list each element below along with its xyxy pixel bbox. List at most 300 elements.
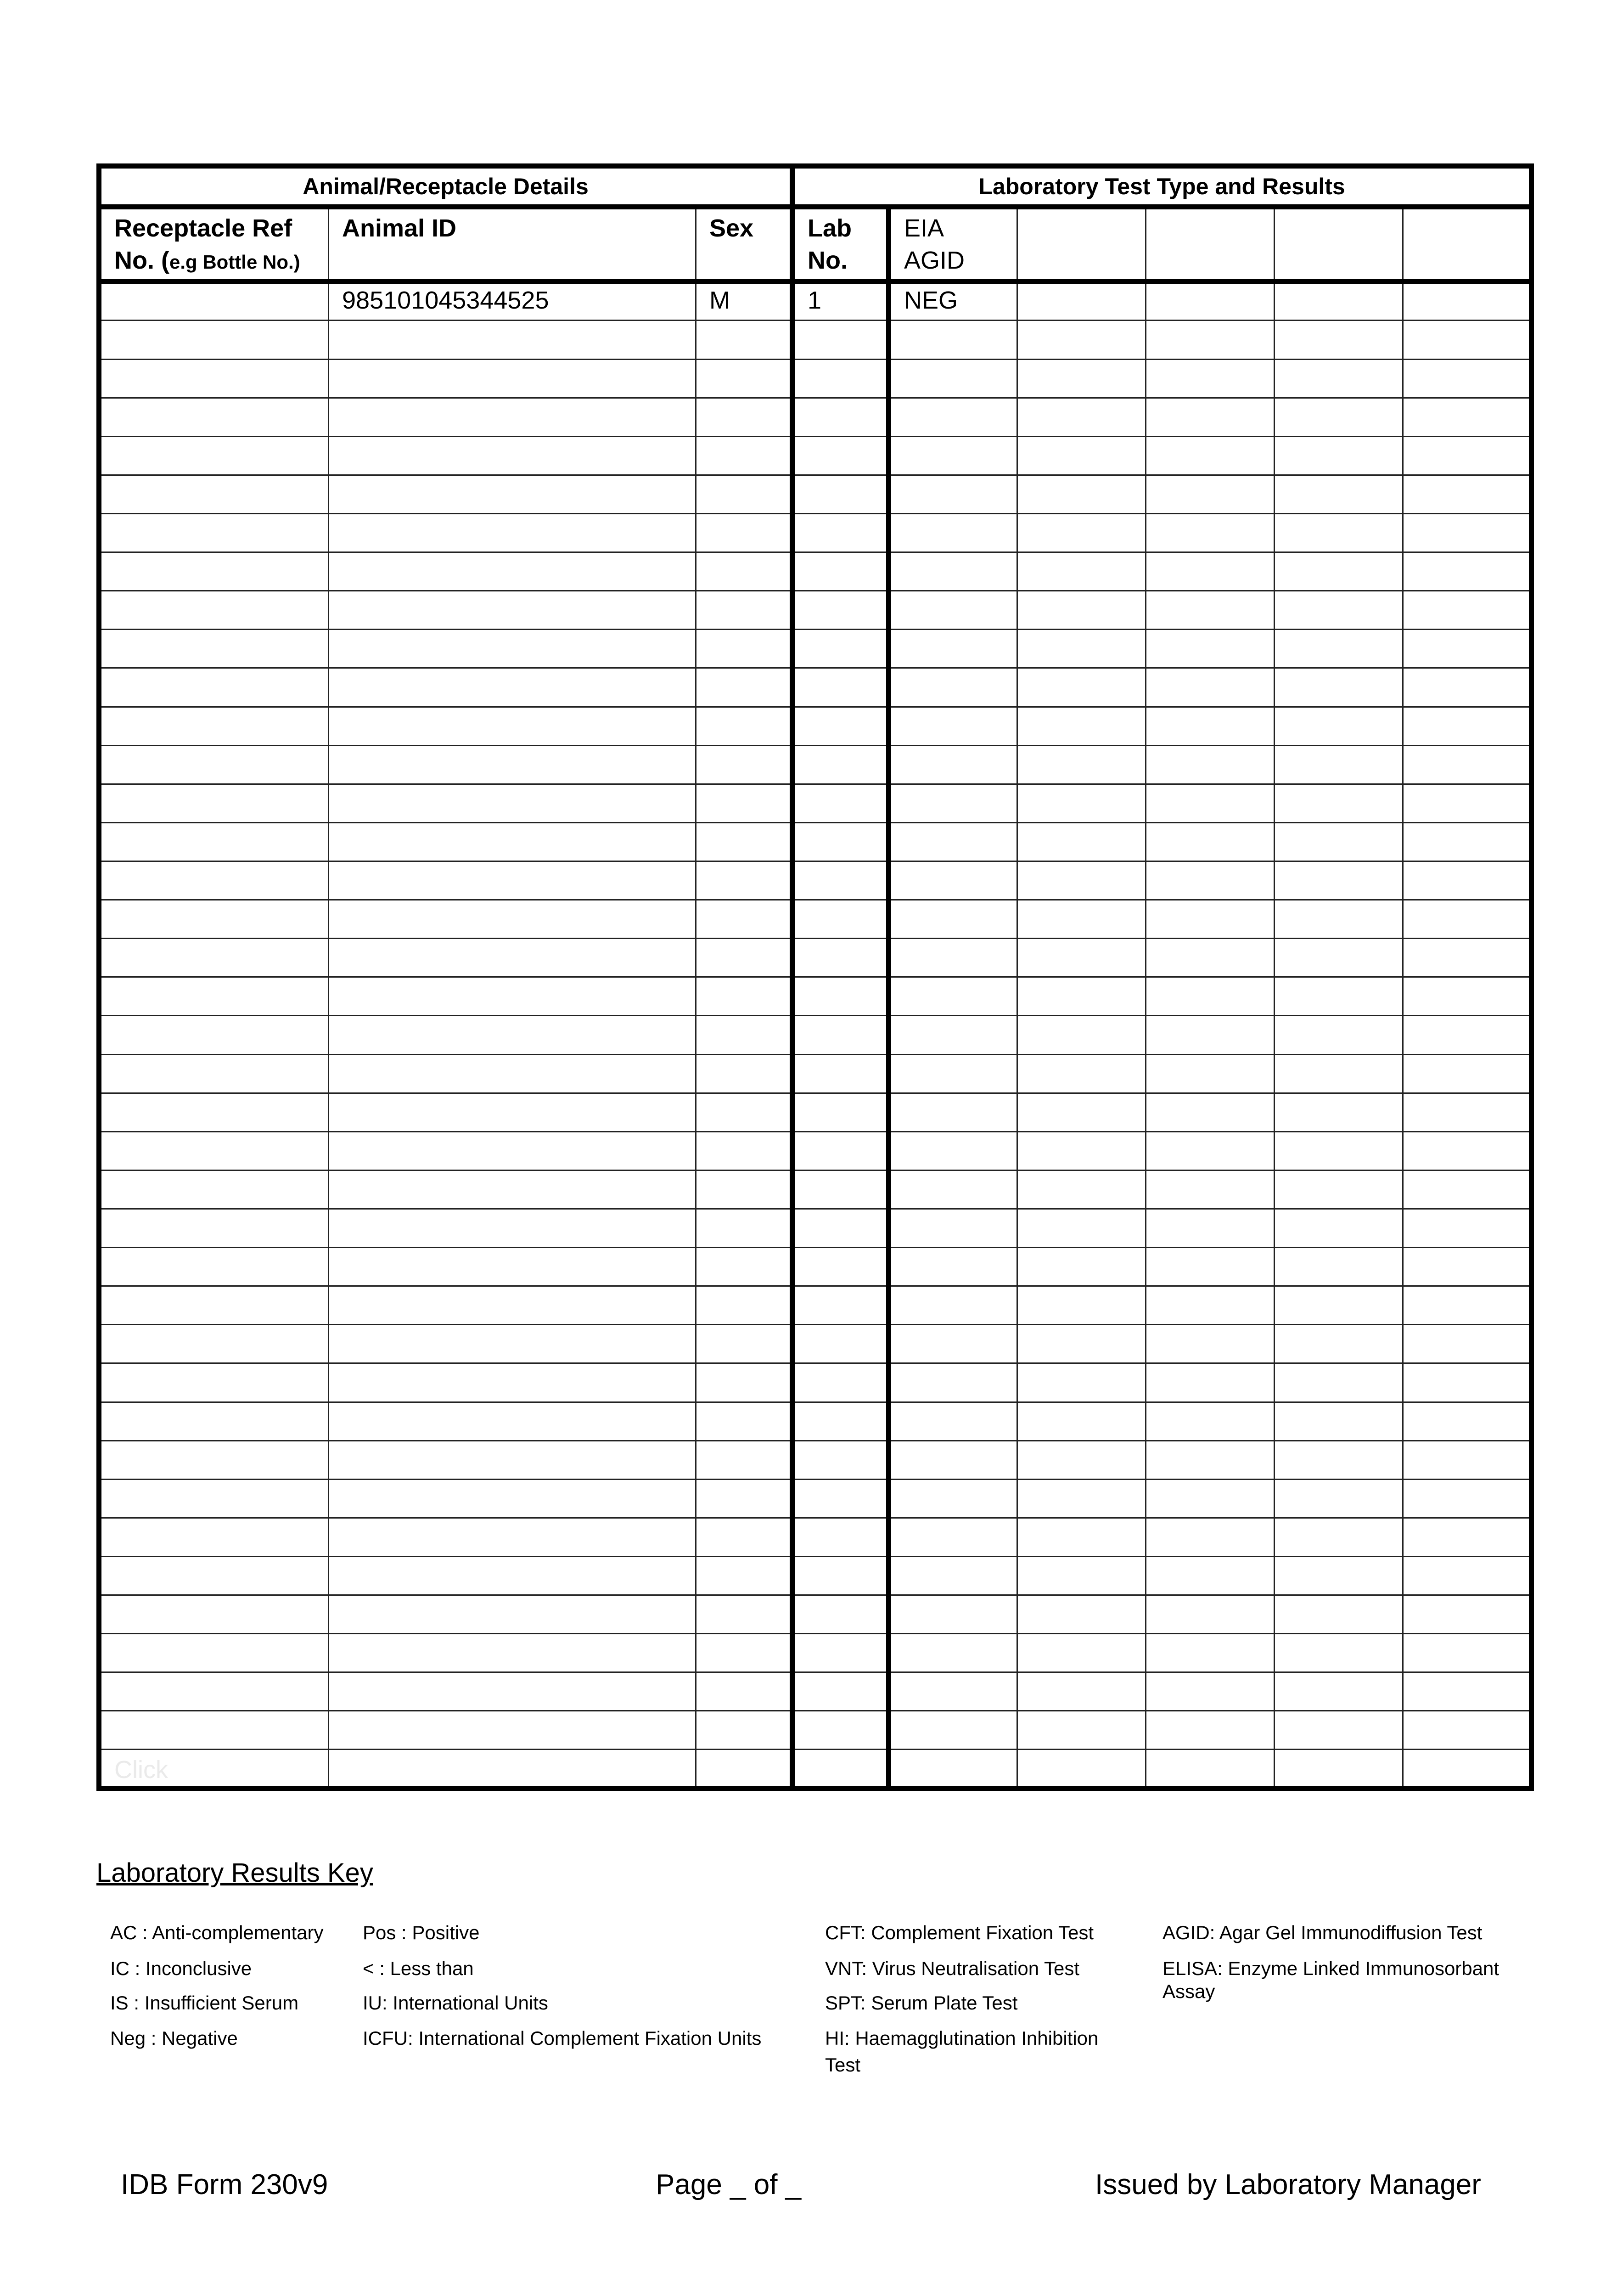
table-cell[interactable]	[792, 1093, 889, 1131]
table-cell[interactable]	[1017, 1363, 1146, 1402]
table-cell[interactable]	[696, 707, 792, 745]
table-cell[interactable]	[329, 1054, 696, 1093]
table-cell[interactable]	[1403, 1170, 1532, 1209]
table-cell[interactable]	[1275, 784, 1403, 822]
table-cell[interactable]	[889, 1672, 1017, 1711]
table-cell[interactable]	[889, 1054, 1017, 1093]
table-cell[interactable]	[1275, 745, 1403, 784]
table-cell[interactable]	[1403, 861, 1532, 900]
table-cell[interactable]	[792, 436, 889, 475]
table-cell[interactable]	[1275, 822, 1403, 861]
table-cell[interactable]	[696, 668, 792, 707]
table-cell[interactable]	[889, 1595, 1017, 1634]
table-cell[interactable]	[1275, 1286, 1403, 1325]
table-cell[interactable]	[329, 398, 696, 436]
table-cell[interactable]	[1017, 1634, 1146, 1672]
table-cell[interactable]	[696, 939, 792, 977]
table-cell[interactable]	[1275, 1131, 1403, 1170]
table-cell[interactable]	[99, 591, 329, 630]
table-cell[interactable]	[329, 1518, 696, 1556]
table-cell[interactable]	[792, 1750, 889, 1789]
table-cell[interactable]	[889, 475, 1017, 513]
table-cell[interactable]	[1017, 900, 1146, 939]
table-cell[interactable]	[1146, 359, 1275, 398]
table-cell[interactable]	[1403, 1556, 1532, 1595]
table-cell[interactable]	[696, 1209, 792, 1247]
table-cell[interactable]	[1017, 784, 1146, 822]
table-cell[interactable]	[792, 939, 889, 977]
table-cell[interactable]	[889, 900, 1017, 939]
table-cell[interactable]	[696, 977, 792, 1016]
table-cell[interactable]	[329, 1131, 696, 1170]
table-cell[interactable]	[1275, 1711, 1403, 1750]
table-cell[interactable]	[1146, 1479, 1275, 1518]
receptacle-ref-cell[interactable]	[99, 282, 329, 321]
table-cell[interactable]	[696, 321, 792, 359]
table-cell[interactable]	[1275, 1479, 1403, 1518]
table-cell[interactable]	[792, 784, 889, 822]
table-cell[interactable]	[1275, 1209, 1403, 1247]
table-cell[interactable]	[99, 900, 329, 939]
table-cell[interactable]	[1017, 707, 1146, 745]
table-cell[interactable]	[889, 1518, 1017, 1556]
table-cell[interactable]	[1146, 513, 1275, 552]
table-cell[interactable]	[696, 1286, 792, 1325]
table-cell[interactable]	[1146, 1286, 1275, 1325]
table-cell[interactable]	[1403, 939, 1532, 977]
table-cell[interactable]	[792, 1634, 889, 1672]
table-cell[interactable]	[1017, 552, 1146, 591]
table-cell[interactable]	[99, 668, 329, 707]
table-cell[interactable]	[792, 1441, 889, 1479]
table-cell[interactable]	[99, 475, 329, 513]
table-cell[interactable]	[696, 513, 792, 552]
table-cell[interactable]	[696, 1479, 792, 1518]
table-cell[interactable]	[1403, 1248, 1532, 1286]
table-cell[interactable]	[1275, 977, 1403, 1016]
table-cell[interactable]	[99, 1248, 329, 1286]
table-cell[interactable]	[792, 1170, 889, 1209]
table-cell[interactable]	[1146, 1672, 1275, 1711]
table-cell[interactable]	[329, 939, 696, 977]
table-cell[interactable]	[792, 359, 889, 398]
table-cell[interactable]	[1275, 707, 1403, 745]
table-cell[interactable]	[99, 359, 329, 398]
table-cell[interactable]	[889, 1248, 1017, 1286]
table-cell[interactable]	[1403, 1479, 1532, 1518]
table-cell[interactable]	[1146, 1556, 1275, 1595]
table-cell[interactable]	[1017, 1402, 1146, 1441]
table-cell[interactable]	[1403, 1093, 1532, 1131]
table-cell[interactable]	[1146, 398, 1275, 436]
table-cell[interactable]	[1146, 900, 1275, 939]
table-cell[interactable]	[792, 1209, 889, 1247]
table-cell[interactable]	[696, 784, 792, 822]
result-cell[interactable]: NEG	[889, 282, 1017, 321]
table-cell[interactable]	[99, 707, 329, 745]
table-cell[interactable]	[99, 1131, 329, 1170]
table-cell[interactable]	[889, 359, 1017, 398]
table-cell[interactable]	[792, 398, 889, 436]
table-cell[interactable]	[329, 977, 696, 1016]
table-cell[interactable]	[1403, 1209, 1532, 1247]
table-cell[interactable]	[1017, 977, 1146, 1016]
table-cell[interactable]	[1403, 1325, 1532, 1363]
table-cell[interactable]	[1017, 1479, 1146, 1518]
table-cell[interactable]	[1146, 1750, 1275, 1789]
table-cell[interactable]	[696, 1518, 792, 1556]
table-cell[interactable]	[99, 1479, 329, 1518]
table-cell[interactable]	[792, 475, 889, 513]
table-cell[interactable]	[329, 630, 696, 668]
table-cell[interactable]	[792, 1131, 889, 1170]
table-cell[interactable]	[1275, 900, 1403, 939]
table-cell[interactable]	[1017, 939, 1146, 977]
table-cell[interactable]	[329, 513, 696, 552]
table-cell[interactable]	[1275, 1170, 1403, 1209]
table-cell[interactable]	[696, 745, 792, 784]
table-cell[interactable]	[792, 1556, 889, 1595]
table-cell[interactable]	[792, 1016, 889, 1054]
table-cell[interactable]	[99, 861, 329, 900]
table-cell[interactable]	[792, 1595, 889, 1634]
table-cell[interactable]	[1146, 436, 1275, 475]
table-cell[interactable]	[889, 1093, 1017, 1131]
table-cell[interactable]	[1275, 359, 1403, 398]
table-cell[interactable]	[1146, 784, 1275, 822]
table-cell[interactable]	[1275, 630, 1403, 668]
sex-cell[interactable]: M	[696, 282, 792, 321]
lab-no-cell[interactable]: 1	[792, 282, 889, 321]
table-cell[interactable]	[1403, 977, 1532, 1016]
table-cell[interactable]	[696, 1750, 792, 1789]
table-cell[interactable]	[889, 1170, 1017, 1209]
table-cell[interactable]	[792, 552, 889, 591]
table-cell[interactable]	[696, 1248, 792, 1286]
table-cell[interactable]	[792, 977, 889, 1016]
table-cell[interactable]	[1275, 1363, 1403, 1402]
table-cell[interactable]	[696, 398, 792, 436]
table-cell[interactable]	[329, 1441, 696, 1479]
table-cell[interactable]	[1146, 475, 1275, 513]
table-cell[interactable]	[792, 1248, 889, 1286]
table-cell[interactable]	[99, 1556, 329, 1595]
table-cell[interactable]	[1275, 1518, 1403, 1556]
table-cell[interactable]	[1275, 939, 1403, 977]
table-cell[interactable]	[696, 1054, 792, 1093]
table-cell[interactable]	[99, 513, 329, 552]
table-cell[interactable]	[792, 1479, 889, 1518]
table-cell[interactable]	[1403, 552, 1532, 591]
table-cell[interactable]	[99, 1711, 329, 1750]
table-cell[interactable]	[1146, 977, 1275, 1016]
table-cell[interactable]	[696, 1402, 792, 1441]
table-cell[interactable]	[99, 977, 329, 1016]
table-cell[interactable]	[329, 1093, 696, 1131]
table-cell[interactable]	[889, 1634, 1017, 1672]
table-cell[interactable]	[329, 1672, 696, 1711]
table-cell[interactable]	[1403, 359, 1532, 398]
table-cell[interactable]	[1275, 1093, 1403, 1131]
table-cell[interactable]	[1403, 630, 1532, 668]
table-cell[interactable]	[1017, 436, 1146, 475]
table-cell[interactable]	[99, 1016, 329, 1054]
table-cell[interactable]	[1275, 1556, 1403, 1595]
table-cell[interactable]	[792, 1402, 889, 1441]
table-cell[interactable]	[792, 591, 889, 630]
table-cell[interactable]	[1017, 1672, 1146, 1711]
table-cell[interactable]	[696, 359, 792, 398]
table-cell[interactable]	[696, 1595, 792, 1634]
table-cell[interactable]	[889, 939, 1017, 977]
table-cell[interactable]	[99, 1209, 329, 1247]
table-cell[interactable]	[889, 707, 1017, 745]
table-cell[interactable]	[792, 1672, 889, 1711]
table-cell[interactable]	[1017, 1441, 1146, 1479]
animal-id-cell[interactable]: 985101045344525	[329, 282, 696, 321]
table-cell[interactable]	[1275, 1054, 1403, 1093]
table-cell[interactable]	[1017, 321, 1146, 359]
table-cell[interactable]	[889, 398, 1017, 436]
table-cell[interactable]	[792, 900, 889, 939]
table-cell[interactable]	[1403, 1402, 1532, 1441]
table-cell[interactable]	[1403, 1750, 1532, 1789]
table-cell[interactable]	[889, 1402, 1017, 1441]
table-cell[interactable]	[1403, 1131, 1532, 1170]
table-cell[interactable]	[1403, 436, 1532, 475]
table-cell[interactable]	[1017, 1054, 1146, 1093]
table-cell[interactable]	[329, 359, 696, 398]
table-cell[interactable]	[1146, 552, 1275, 591]
table-cell[interactable]	[99, 552, 329, 591]
table-cell[interactable]	[889, 1325, 1017, 1363]
table-cell[interactable]	[1146, 822, 1275, 861]
table-cell[interactable]	[1403, 321, 1532, 359]
table-cell[interactable]	[696, 1363, 792, 1402]
table-cell[interactable]	[329, 1634, 696, 1672]
table-cell[interactable]	[1146, 1595, 1275, 1634]
table-cell[interactable]	[99, 321, 329, 359]
table-cell[interactable]	[1403, 1054, 1532, 1093]
click-placeholder[interactable]: Click	[99, 1750, 329, 1789]
table-cell[interactable]	[329, 591, 696, 630]
result-cell-blank[interactable]	[1275, 282, 1403, 321]
table-cell[interactable]	[99, 398, 329, 436]
table-cell[interactable]	[1146, 1016, 1275, 1054]
table-cell[interactable]	[696, 1093, 792, 1131]
table-cell[interactable]	[696, 1325, 792, 1363]
table-cell[interactable]	[1146, 668, 1275, 707]
table-cell[interactable]	[1146, 939, 1275, 977]
table-cell[interactable]	[889, 1441, 1017, 1479]
table-cell[interactable]	[99, 1170, 329, 1209]
table-cell[interactable]	[1146, 1325, 1275, 1363]
table-cell[interactable]	[329, 1363, 696, 1402]
table-cell[interactable]	[696, 1441, 792, 1479]
table-cell[interactable]	[99, 1595, 329, 1634]
table-cell[interactable]	[889, 1016, 1017, 1054]
table-cell[interactable]	[1017, 475, 1146, 513]
table-cell[interactable]	[1017, 745, 1146, 784]
table-cell[interactable]	[1403, 475, 1532, 513]
table-cell[interactable]	[1017, 1131, 1146, 1170]
table-cell[interactable]	[1146, 1170, 1275, 1209]
table-cell[interactable]	[1146, 321, 1275, 359]
result-cell-blank[interactable]	[1017, 282, 1146, 321]
table-cell[interactable]	[99, 1518, 329, 1556]
table-cell[interactable]	[1146, 1093, 1275, 1131]
table-cell[interactable]	[889, 745, 1017, 784]
table-cell[interactable]	[696, 822, 792, 861]
table-cell[interactable]	[792, 822, 889, 861]
table-cell[interactable]	[329, 784, 696, 822]
table-cell[interactable]	[889, 436, 1017, 475]
table-cell[interactable]	[1275, 1750, 1403, 1789]
table-cell[interactable]	[1017, 1093, 1146, 1131]
table-cell[interactable]	[1403, 1441, 1532, 1479]
table-cell[interactable]	[1403, 591, 1532, 630]
table-cell[interactable]	[1403, 1286, 1532, 1325]
table-cell[interactable]	[329, 1595, 696, 1634]
table-cell[interactable]	[1017, 1711, 1146, 1750]
table-cell[interactable]	[1275, 436, 1403, 475]
table-cell[interactable]	[889, 1556, 1017, 1595]
table-cell[interactable]	[696, 1711, 792, 1750]
table-cell[interactable]	[792, 1363, 889, 1402]
table-cell[interactable]	[696, 1016, 792, 1054]
table-cell[interactable]	[329, 475, 696, 513]
table-cell[interactable]	[889, 1209, 1017, 1247]
table-cell[interactable]	[1017, 398, 1146, 436]
table-cell[interactable]	[696, 552, 792, 591]
table-cell[interactable]	[1275, 591, 1403, 630]
table-cell[interactable]	[1017, 1750, 1146, 1789]
table-cell[interactable]	[1017, 1016, 1146, 1054]
table-cell[interactable]	[696, 900, 792, 939]
table-cell[interactable]	[696, 1556, 792, 1595]
table-cell[interactable]	[329, 1286, 696, 1325]
table-cell[interactable]	[1275, 1325, 1403, 1363]
table-cell[interactable]	[329, 1170, 696, 1209]
table-cell[interactable]	[792, 630, 889, 668]
table-cell[interactable]	[329, 552, 696, 591]
table-cell[interactable]	[696, 861, 792, 900]
table-cell[interactable]	[1403, 707, 1532, 745]
table-cell[interactable]	[792, 861, 889, 900]
table-cell[interactable]	[1146, 745, 1275, 784]
table-cell[interactable]	[1275, 1672, 1403, 1711]
table-cell[interactable]	[1403, 398, 1532, 436]
table-cell[interactable]	[329, 668, 696, 707]
table-cell[interactable]	[792, 1518, 889, 1556]
table-cell[interactable]	[1017, 1325, 1146, 1363]
table-cell[interactable]	[99, 630, 329, 668]
table-cell[interactable]	[99, 1054, 329, 1093]
result-cell-blank[interactable]	[1403, 282, 1532, 321]
table-cell[interactable]	[329, 1016, 696, 1054]
table-cell[interactable]	[889, 1750, 1017, 1789]
result-cell-blank[interactable]	[1146, 282, 1275, 321]
table-cell[interactable]	[99, 745, 329, 784]
table-cell[interactable]	[329, 1711, 696, 1750]
table-cell[interactable]	[329, 321, 696, 359]
table-cell[interactable]	[1146, 707, 1275, 745]
table-cell[interactable]	[329, 745, 696, 784]
table-cell[interactable]	[1146, 1441, 1275, 1479]
table-cell[interactable]	[329, 1209, 696, 1247]
table-cell[interactable]	[1275, 1595, 1403, 1634]
table-cell[interactable]	[329, 1479, 696, 1518]
table-cell[interactable]	[792, 513, 889, 552]
table-cell[interactable]	[1403, 745, 1532, 784]
table-cell[interactable]	[99, 939, 329, 977]
table-cell[interactable]	[1275, 475, 1403, 513]
table-cell[interactable]	[792, 1286, 889, 1325]
table-cell[interactable]	[1146, 1518, 1275, 1556]
table-cell[interactable]	[99, 1634, 329, 1672]
table-cell[interactable]	[889, 513, 1017, 552]
table-cell[interactable]	[99, 1363, 329, 1402]
table-cell[interactable]	[1017, 513, 1146, 552]
table-cell[interactable]	[1017, 359, 1146, 398]
table-cell[interactable]	[1403, 1016, 1532, 1054]
table-cell[interactable]	[889, 1711, 1017, 1750]
table-cell[interactable]	[696, 591, 792, 630]
table-cell[interactable]	[329, 900, 696, 939]
table-cell[interactable]	[696, 1672, 792, 1711]
table-cell[interactable]	[1146, 1402, 1275, 1441]
table-cell[interactable]	[329, 861, 696, 900]
table-cell[interactable]	[1017, 1286, 1146, 1325]
table-cell[interactable]	[1146, 861, 1275, 900]
table-cell[interactable]	[889, 1363, 1017, 1402]
table-cell[interactable]	[889, 784, 1017, 822]
table-cell[interactable]	[1146, 1131, 1275, 1170]
table-cell[interactable]	[1403, 513, 1532, 552]
table-cell[interactable]	[1275, 1016, 1403, 1054]
table-cell[interactable]	[889, 1131, 1017, 1170]
table-cell[interactable]	[792, 707, 889, 745]
table-cell[interactable]	[1146, 1054, 1275, 1093]
table-cell[interactable]	[1146, 1248, 1275, 1286]
table-cell[interactable]	[696, 475, 792, 513]
table-cell[interactable]	[329, 822, 696, 861]
table-cell[interactable]	[1146, 1363, 1275, 1402]
table-cell[interactable]	[99, 1672, 329, 1711]
table-cell[interactable]	[1017, 861, 1146, 900]
table-cell[interactable]	[792, 668, 889, 707]
table-cell[interactable]	[99, 1286, 329, 1325]
table-cell[interactable]	[889, 977, 1017, 1016]
table-cell[interactable]	[1275, 513, 1403, 552]
table-cell[interactable]	[889, 822, 1017, 861]
table-cell[interactable]	[696, 1170, 792, 1209]
table-cell[interactable]	[889, 1286, 1017, 1325]
table-cell[interactable]	[696, 1634, 792, 1672]
table-cell[interactable]	[99, 784, 329, 822]
table-cell[interactable]	[1403, 1363, 1532, 1402]
table-cell[interactable]	[696, 1131, 792, 1170]
table-cell[interactable]	[99, 1441, 329, 1479]
table-cell[interactable]	[1403, 1711, 1532, 1750]
table-cell[interactable]	[1017, 822, 1146, 861]
table-cell[interactable]	[329, 436, 696, 475]
table-cell[interactable]	[792, 321, 889, 359]
table-cell[interactable]	[1146, 591, 1275, 630]
table-cell[interactable]	[1275, 1441, 1403, 1479]
table-cell[interactable]	[889, 861, 1017, 900]
table-cell[interactable]	[329, 1325, 696, 1363]
